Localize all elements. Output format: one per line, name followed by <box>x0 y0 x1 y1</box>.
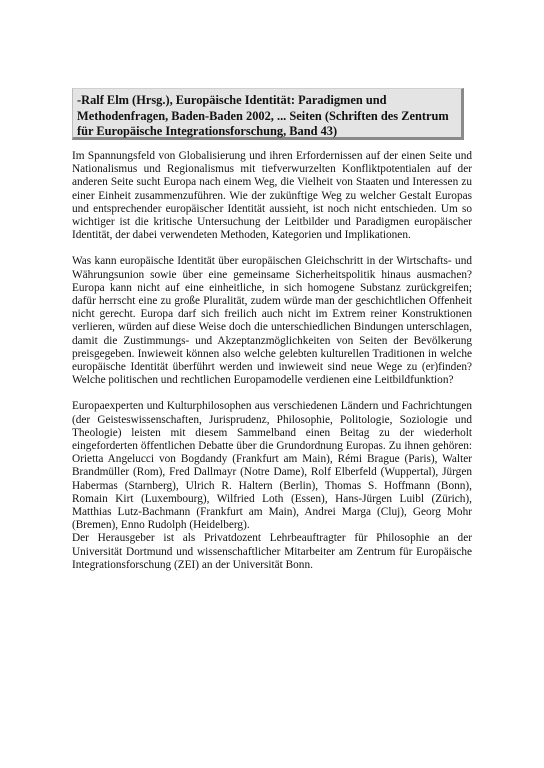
title-box <box>72 88 464 140</box>
paragraph-gap <box>72 242 472 255</box>
paragraph-editor: Der Herausgeber ist als Privatdozent Lehrbeauftragter für Philosophie an der Universität Dortmund und wissenschaftlicher Mitarbeiter am Zentrum für Europäische Integrationsforschung (ZEI) an der Universität Bonn. <box>72 532 472 571</box>
paragraph-gap <box>72 387 472 400</box>
book-title: -Ralf Elm (Hrsg.), Europäische Identität: Paradigmen und Methodenfragen, Baden-Baden 2002, ... Seiten (Schriften des Zentrum für Europäische Integrationsforschung, Band 43) <box>77 93 449 138</box>
paragraph-intro: Im Spannungsfeld von Globalisierung und ihren Erfordernissen auf der einen Seite und Nationalismus und Regionalismus mit tiefverwurzelten Konfliktpotentialen auf der anderen Seite sucht Europa nach einem Weg, die Vielheit von Staaten und Interessen zu einer Einheit zusammenzuführen. Wie der zukünftige Weg zu welcher Gestalt Europas und entsprechender europäischer Identität aussieht, ist noch nicht entschieden. Um so wichtiger ist die kritische Untersuchung der Leitbilder und Paradigmen europäischer Identität, der dabei verwendeten Methoden, Kategorien und Implikationen. <box>72 150 472 242</box>
paragraph-questions: Was kann europäische Identität über europäischen Gleichschritt in der Wirtschafts- und Währungsunion sowie über eine gemeinsame Sicherheitspolitik hinaus ausmachen? Europa kann nicht auf eine einheitliche, in sich homogene Substanz zurückgreifen; dafür herrscht eine zu große Pluralität, zudem würde man der geschichtlichen Offenheit nicht gerecht. Europa darf sich freilich auch nicht im Extrem reiner Konstruktionen verlieren, würden auf diese Weise doch die unterschiedlichen Bindungen unterschlagen, damit die Zustimmungs- und Akzeptanzmöglichkeiten von Seiten der Bevölkerung preisgegeben. Inwieweit können also welche gelebten kulturellen Traditionen in welche europäische Identität überführt werden und inwieweit sind neue Wege zu (er)finden? Welche politischen und rechtlichen Europamodelle verdienen eine Leitbildfunktion? <box>72 255 472 387</box>
body-text <box>72 150 472 572</box>
paragraph-contributors: Europaexperten und Kulturphilosophen aus verschiedenen Ländern und Fachrichtungen (der Geisteswissenschaften, Jurisprudenz, Philosophie, Politologie, Soziologie und Theologie) leisten mit diesem Sammelband einen Beitag zu der wiederholt eingeforderten öffentlichen Debatte über die Grundordnung Europas. Zu ihnen gehören: Orietta Angelucci von Bogdandy (Frankfurt am Main), Rémi Brague (Paris), Walter Brandmüller (Rom), Fred Dallmayr (Notre Dame), Rolf Elberfeld (Wuppertal), Jürgen Habermas (Starnberg), Ulrich R. Haltern (Berlin), Thomas S. Hoffmann (Bonn), Romain Kirt (Luxembourg), Wilfried Loth (Essen), Hans-Jürgen Luibl (Zürich), Matthias Lutz-Bachmann (Frankfurt am Main), Andrei Marga (Cluj), Georg Mohr (Bremen), Enno Rudolph (Heidelberg). <box>72 400 472 532</box>
